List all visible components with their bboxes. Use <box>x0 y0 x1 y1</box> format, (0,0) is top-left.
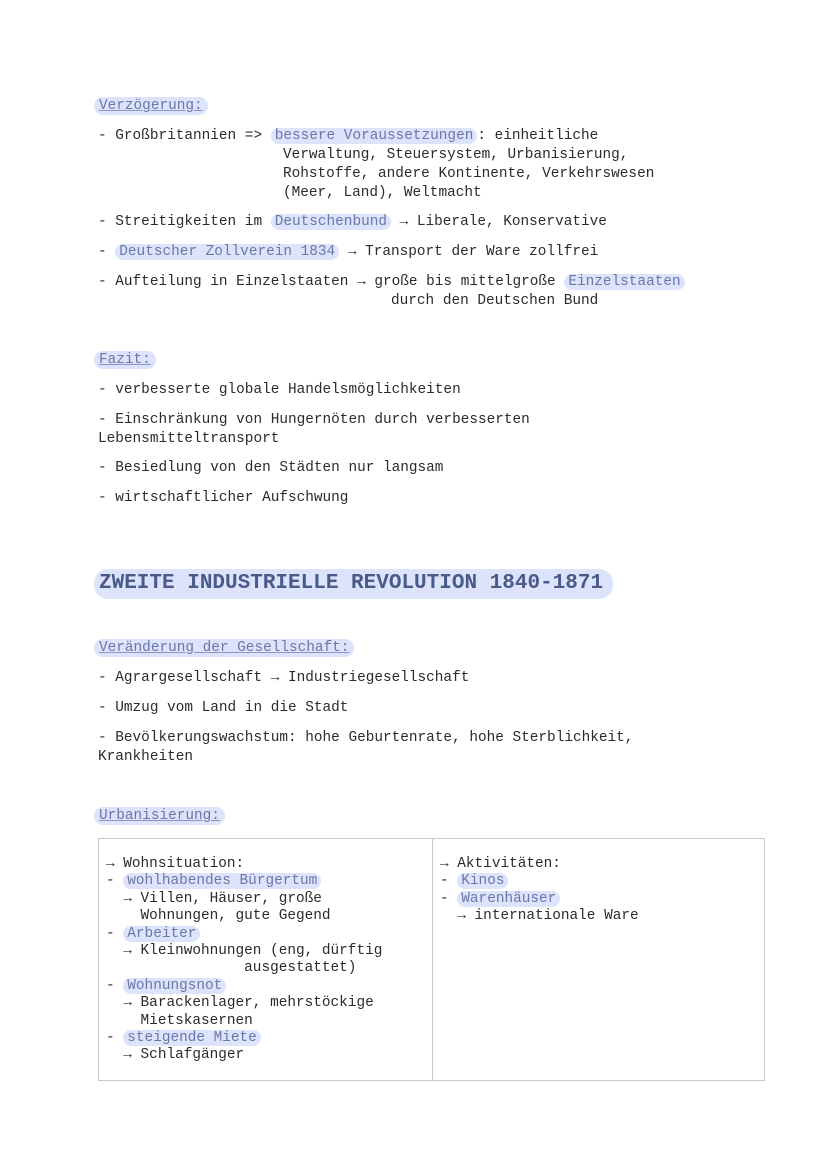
bullet-agrar: - Agrargesellschaft → Industriegesellschaft <box>98 670 470 686</box>
table-divider <box>432 838 433 1081</box>
bullet-text: - Aufteilung in Einzelstaaten → große bis mittelgroße <box>98 274 565 290</box>
cell-dash: - <box>106 873 124 890</box>
cell-dash: - <box>106 977 124 994</box>
bullet-handel: - verbesserte globale Handelsmöglichkeiten <box>98 382 461 398</box>
cell-subline: → internationale Ware <box>440 908 639 925</box>
highlight-term: Warenhäuser <box>457 891 560 907</box>
cell-subline: → Barackenlager, mehrstöckige <box>106 995 374 1012</box>
highlight-term: Deutschenbund <box>271 214 391 230</box>
cell-subline: → Villen, Häuser, große <box>106 890 322 907</box>
bullet-bevoelkerung: - Bevölkerungswachstum: hohe Geburtenrate, hohe Sterblichkeit, <box>98 730 634 746</box>
cell-subline: → Schlafgänger <box>106 1047 245 1064</box>
bullet-continuation: Rohstoffe, andere Kontinente, Verkehrswesen <box>283 166 655 182</box>
bullet-grossbritannien <box>98 127 598 146</box>
bullet-continuation: (Meer, Land), Weltmacht <box>283 185 482 201</box>
section-heading-verzoegerung <box>94 97 208 116</box>
bullet-umzug: - Umzug vom Land in die Stadt <box>98 700 349 716</box>
highlight-term: Einzelstaaten <box>564 274 684 290</box>
section-heading-fazit <box>94 351 156 370</box>
section-heading-text: Urbanisierung: <box>94 807 225 825</box>
cell-heading: → Wohnsituation: <box>106 856 245 872</box>
highlight-term: Deutscher Zollverein 1834 <box>115 244 339 260</box>
highlight-term: wohlhabendes Bürgertum <box>123 873 321 889</box>
bullet-text: → Transport der Ware zollfrei <box>339 244 599 260</box>
bullet-continuation: Lebensmitteltransport <box>98 431 280 447</box>
bullet-text: - Streitigkeiten im <box>98 214 271 230</box>
section-heading-text: Verzögerung: <box>94 97 208 115</box>
bullet-aufteilung <box>98 273 685 292</box>
cell-subline: Wohnungen, gute Gegend <box>106 908 331 925</box>
table-cell-left <box>106 856 382 1065</box>
cell-dash: - <box>440 890 458 907</box>
bullet-text: - Großbritannien => <box>98 128 271 144</box>
section-heading-text: Veränderung der Gesellschaft: <box>94 639 354 657</box>
bullet-text: → Liberale, Konservative <box>390 214 607 230</box>
bullet-continuation: durch den Deutschen Bund <box>391 293 599 309</box>
cell-heading: → Aktivitäten: <box>440 856 561 872</box>
cell-dash: - <box>106 925 124 942</box>
bullet-aufschwung: - wirtschaftlicher Aufschwung <box>98 490 349 506</box>
page-title: ZWEITE INDUSTRIELLE REVOLUTION 1840-1871 <box>94 569 613 599</box>
bullet-hungernoete: - Einschränkung von Hungernöten durch verbesserten <box>98 412 530 428</box>
section-heading-urbanisierung <box>94 807 225 826</box>
section-heading-gesellschaft <box>94 639 354 658</box>
cell-dash: - <box>106 1030 124 1047</box>
highlight-term: Wohnungsnot <box>123 978 226 994</box>
bullet-continuation: Verwaltung, Steuersystem, Urbanisierung, <box>283 147 629 163</box>
bullet-continuation: Krankheiten <box>98 749 193 765</box>
cell-subline: → Kleinwohnungen (eng, dürftig <box>106 943 383 960</box>
cell-subline: Mietskasernen <box>106 1012 253 1029</box>
bullet-text: : einheitliche <box>477 128 599 144</box>
highlight-term: Arbeiter <box>123 926 200 942</box>
cell-dash: - <box>440 873 458 890</box>
bullet-zollverein <box>98 243 598 262</box>
section-heading-text: Fazit: <box>94 351 156 369</box>
bullet-text: - <box>98 244 116 260</box>
highlight-term: Kinos <box>457 873 508 889</box>
cell-subline: ausgestattet) <box>106 960 357 977</box>
table-cell-right <box>440 856 639 926</box>
highlight-term: steigende Miete <box>123 1030 261 1046</box>
bullet-streitigkeiten <box>98 213 607 232</box>
bullet-besiedlung: - Besiedlung von den Städten nur langsam <box>98 460 444 476</box>
highlight-term: bessere Voraussetzungen <box>271 128 478 144</box>
